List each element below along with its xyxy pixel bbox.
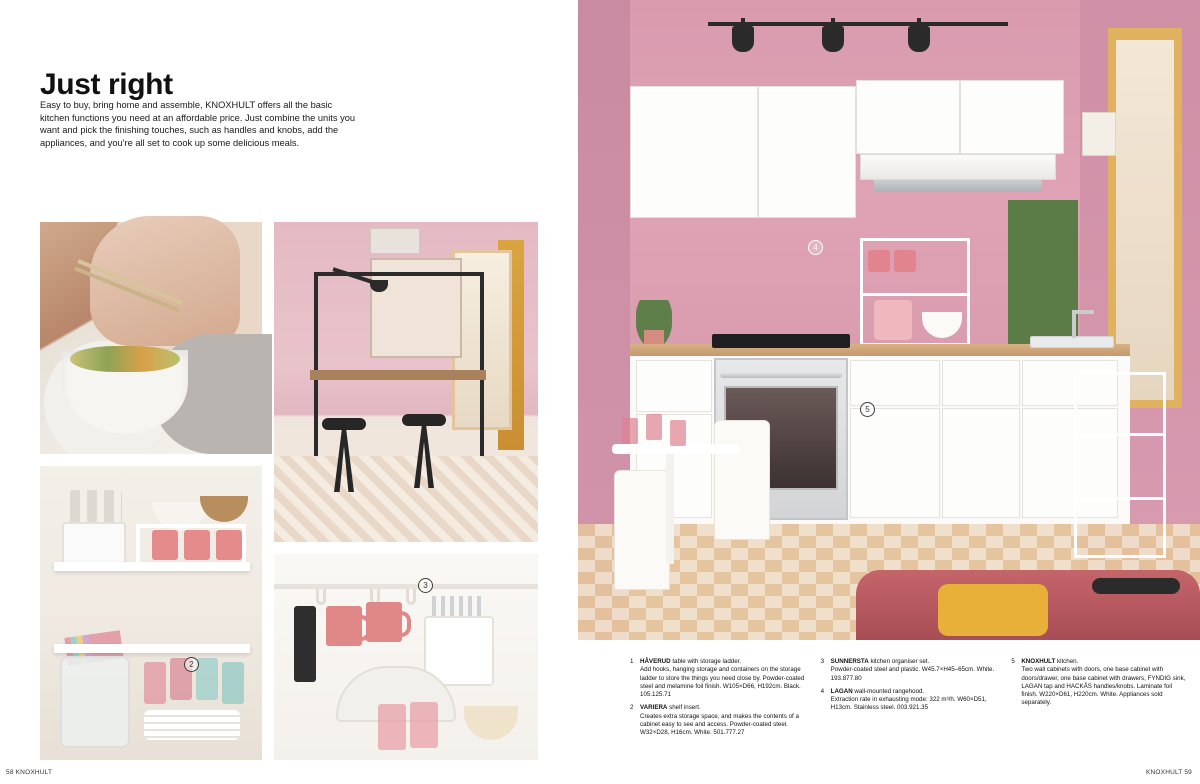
cream-bowl-shape: [464, 706, 518, 740]
base-drawer-3: [942, 360, 1020, 406]
left-page: [0, 0, 578, 784]
trolley-shelf-2: [1077, 497, 1163, 500]
rail-mug-1: [326, 606, 362, 646]
pink-cup-2: [184, 530, 210, 560]
caption-column-1: [630, 658, 805, 758]
pink-cup-1: [152, 530, 178, 560]
stool-shape-2: [402, 414, 446, 426]
basket-shape: [62, 522, 126, 564]
caption-item: [1011, 658, 1186, 708]
caption-product-name: SUNNERSTA: [830, 658, 869, 665]
wall-art-frame: [1082, 112, 1116, 156]
caption-number: 2: [630, 704, 634, 712]
shelf-divider: [863, 293, 967, 296]
photo-marker-2: 2: [184, 657, 199, 672]
lagan-rangehood: [860, 154, 1056, 180]
rail-glass-2: [410, 702, 438, 748]
caption-product-name: KNOXHULT: [1021, 658, 1056, 665]
track-light-bar: [708, 22, 1008, 26]
rail-mug-2: [366, 602, 402, 642]
base-drawer-2: [850, 360, 940, 406]
caption-product-desc: Add hooks, hanging storage and containers on the storage ladder to store the things you need close by. Powder-coated steel and melamine foil finish. W105×D66, H192cm. Black. 105.125.71: [640, 666, 805, 699]
photo-knoxhult-kitchen: [578, 0, 1200, 640]
caption-product-desc: Two wall cabinets with doors, one base cabinet with doors/drawer, one base cabinet with drawers, FYNDIG sink, LAGAN tap and HACKÅS handles/knobs. Laminate foil finish. W220×D61, H220cm. White. Appliances sold separately.: [1021, 666, 1186, 707]
caption-product-name: HÅVERUD: [640, 658, 671, 665]
hook-1: [316, 589, 326, 605]
glass-1: [144, 662, 166, 704]
spotlight-3: [908, 26, 930, 52]
photo-variera-shelf: [40, 466, 262, 760]
base-drawer-1: [636, 360, 712, 412]
wooden-bowl-shape: [200, 496, 248, 522]
caption-product-desc: Extraction rate in exhausting mode: 322 m³/h. W60×D51, H13cm. Stainless steel. 003.921.35: [830, 696, 987, 712]
footer-page-right: KNOXHULT 59: [1145, 769, 1192, 776]
caption-product-title: kitchen.: [1055, 658, 1079, 665]
caption-block: [578, 658, 1200, 758]
dining-chair-2: [614, 470, 670, 590]
caption-number: 3: [820, 658, 825, 665]
caption-product-title: kitchen organiser set.: [868, 658, 930, 665]
caption-product-title: table with storage ladder.: [670, 658, 742, 665]
shelf-board-upper: [54, 562, 250, 571]
photo-marker-5: 5: [860, 402, 875, 417]
rangehood-panel: [874, 180, 1042, 192]
wall-cabinet-2: [758, 86, 856, 218]
caption-text: [640, 704, 805, 737]
spotlight-2: [822, 26, 844, 52]
storage-trolley: [1074, 372, 1166, 558]
photo-person: [90, 216, 240, 346]
base-door-2: [850, 408, 940, 518]
base-door-3: [942, 408, 1020, 518]
caption-product-title: wall-mounted rangehood.: [852, 687, 925, 695]
wall-cabinet-3: [856, 80, 960, 154]
patterned-floor: [274, 456, 538, 542]
table-glass-3: [670, 420, 686, 446]
yellow-cushion: [938, 584, 1048, 636]
caption-product-name: LAGAN: [830, 687, 853, 695]
bottles-shape: [70, 490, 122, 524]
side-table-shape: [1092, 578, 1180, 594]
caption-item: [821, 658, 996, 683]
caption-text: [1021, 658, 1186, 708]
shelf-board-lower: [54, 644, 250, 653]
footer-page-left: 58 KNOXHULT: [6, 769, 53, 776]
right-page: [578, 0, 1200, 784]
table-glass-2: [646, 414, 662, 440]
caption-item: [630, 704, 805, 737]
shelf-jar: [874, 300, 912, 340]
shelf-mug-1: [868, 250, 890, 272]
caption-column-2: [821, 658, 996, 758]
caption-text: [831, 658, 996, 683]
caption-product-desc: Creates extra storage space, and makes the contents of a cabinet easy to see and access. Powder-coated steel. W32×D28, H16cm. White. 501.777.27: [640, 712, 799, 737]
pink-cup-3: [216, 530, 242, 560]
photo-haverud-room: [274, 222, 538, 542]
wall-cabinet-1: [630, 86, 758, 218]
caption-number: 5: [1011, 658, 1015, 665]
oven-handle: [720, 372, 842, 378]
caption-text: [640, 658, 805, 699]
bowl-food-shape: [70, 346, 180, 372]
wall-cabinet-4: [960, 80, 1064, 154]
drink-dispenser-shape: [60, 656, 130, 748]
caption-product-name: VARIERA: [640, 704, 668, 712]
ladder-leg-left: [314, 272, 318, 458]
intro-paragraph: Easy to buy, bring home and assemble, KNOXHULT offers all the basic kitchen functions you need at an affordable price. Just combine the units you want and pick the finishing touches, such as handles and knobs, add the appliances, and you're all set to cook up some delicious meals.: [40, 100, 356, 149]
rail-glass-1: [378, 704, 406, 750]
stool-shape-1: [322, 418, 366, 430]
photo-marker-4: 4: [808, 240, 823, 255]
shelf-mug-2: [894, 250, 916, 272]
table-glass-1: [622, 418, 638, 444]
storage-box-shape: [370, 228, 420, 254]
photo-sunnersta-rail: [274, 554, 538, 760]
plate-stack-shape: [144, 710, 240, 740]
dining-chair-1: [714, 420, 770, 540]
table-top-shape: [310, 370, 486, 380]
page-title: Just right: [40, 68, 173, 102]
cooktop: [712, 334, 850, 348]
glass-4: [222, 662, 244, 704]
photo-noodle-meal: [40, 222, 262, 454]
caption-number: 4: [820, 687, 825, 695]
caption-column-3: [1011, 658, 1186, 758]
spotlight-1: [732, 26, 754, 52]
ladder-leg-right: [480, 272, 484, 458]
caption-text: [831, 688, 996, 713]
brush-shape: [294, 606, 316, 682]
caption-item: [821, 688, 996, 713]
photo-marker-3: 3: [418, 578, 433, 593]
caption-number: 1: [630, 658, 634, 665]
trolley-shelf-1: [1077, 433, 1163, 436]
glass-3: [196, 658, 218, 700]
caption-item: [630, 658, 805, 699]
hook-3: [406, 589, 416, 605]
caption-product-desc: Powder-coated steel and plastic. W45.7×H45–65cm. White. 193.877.80: [830, 666, 995, 682]
lagan-tap: [1072, 310, 1076, 338]
caption-product-title: shelf insert.: [667, 704, 701, 712]
